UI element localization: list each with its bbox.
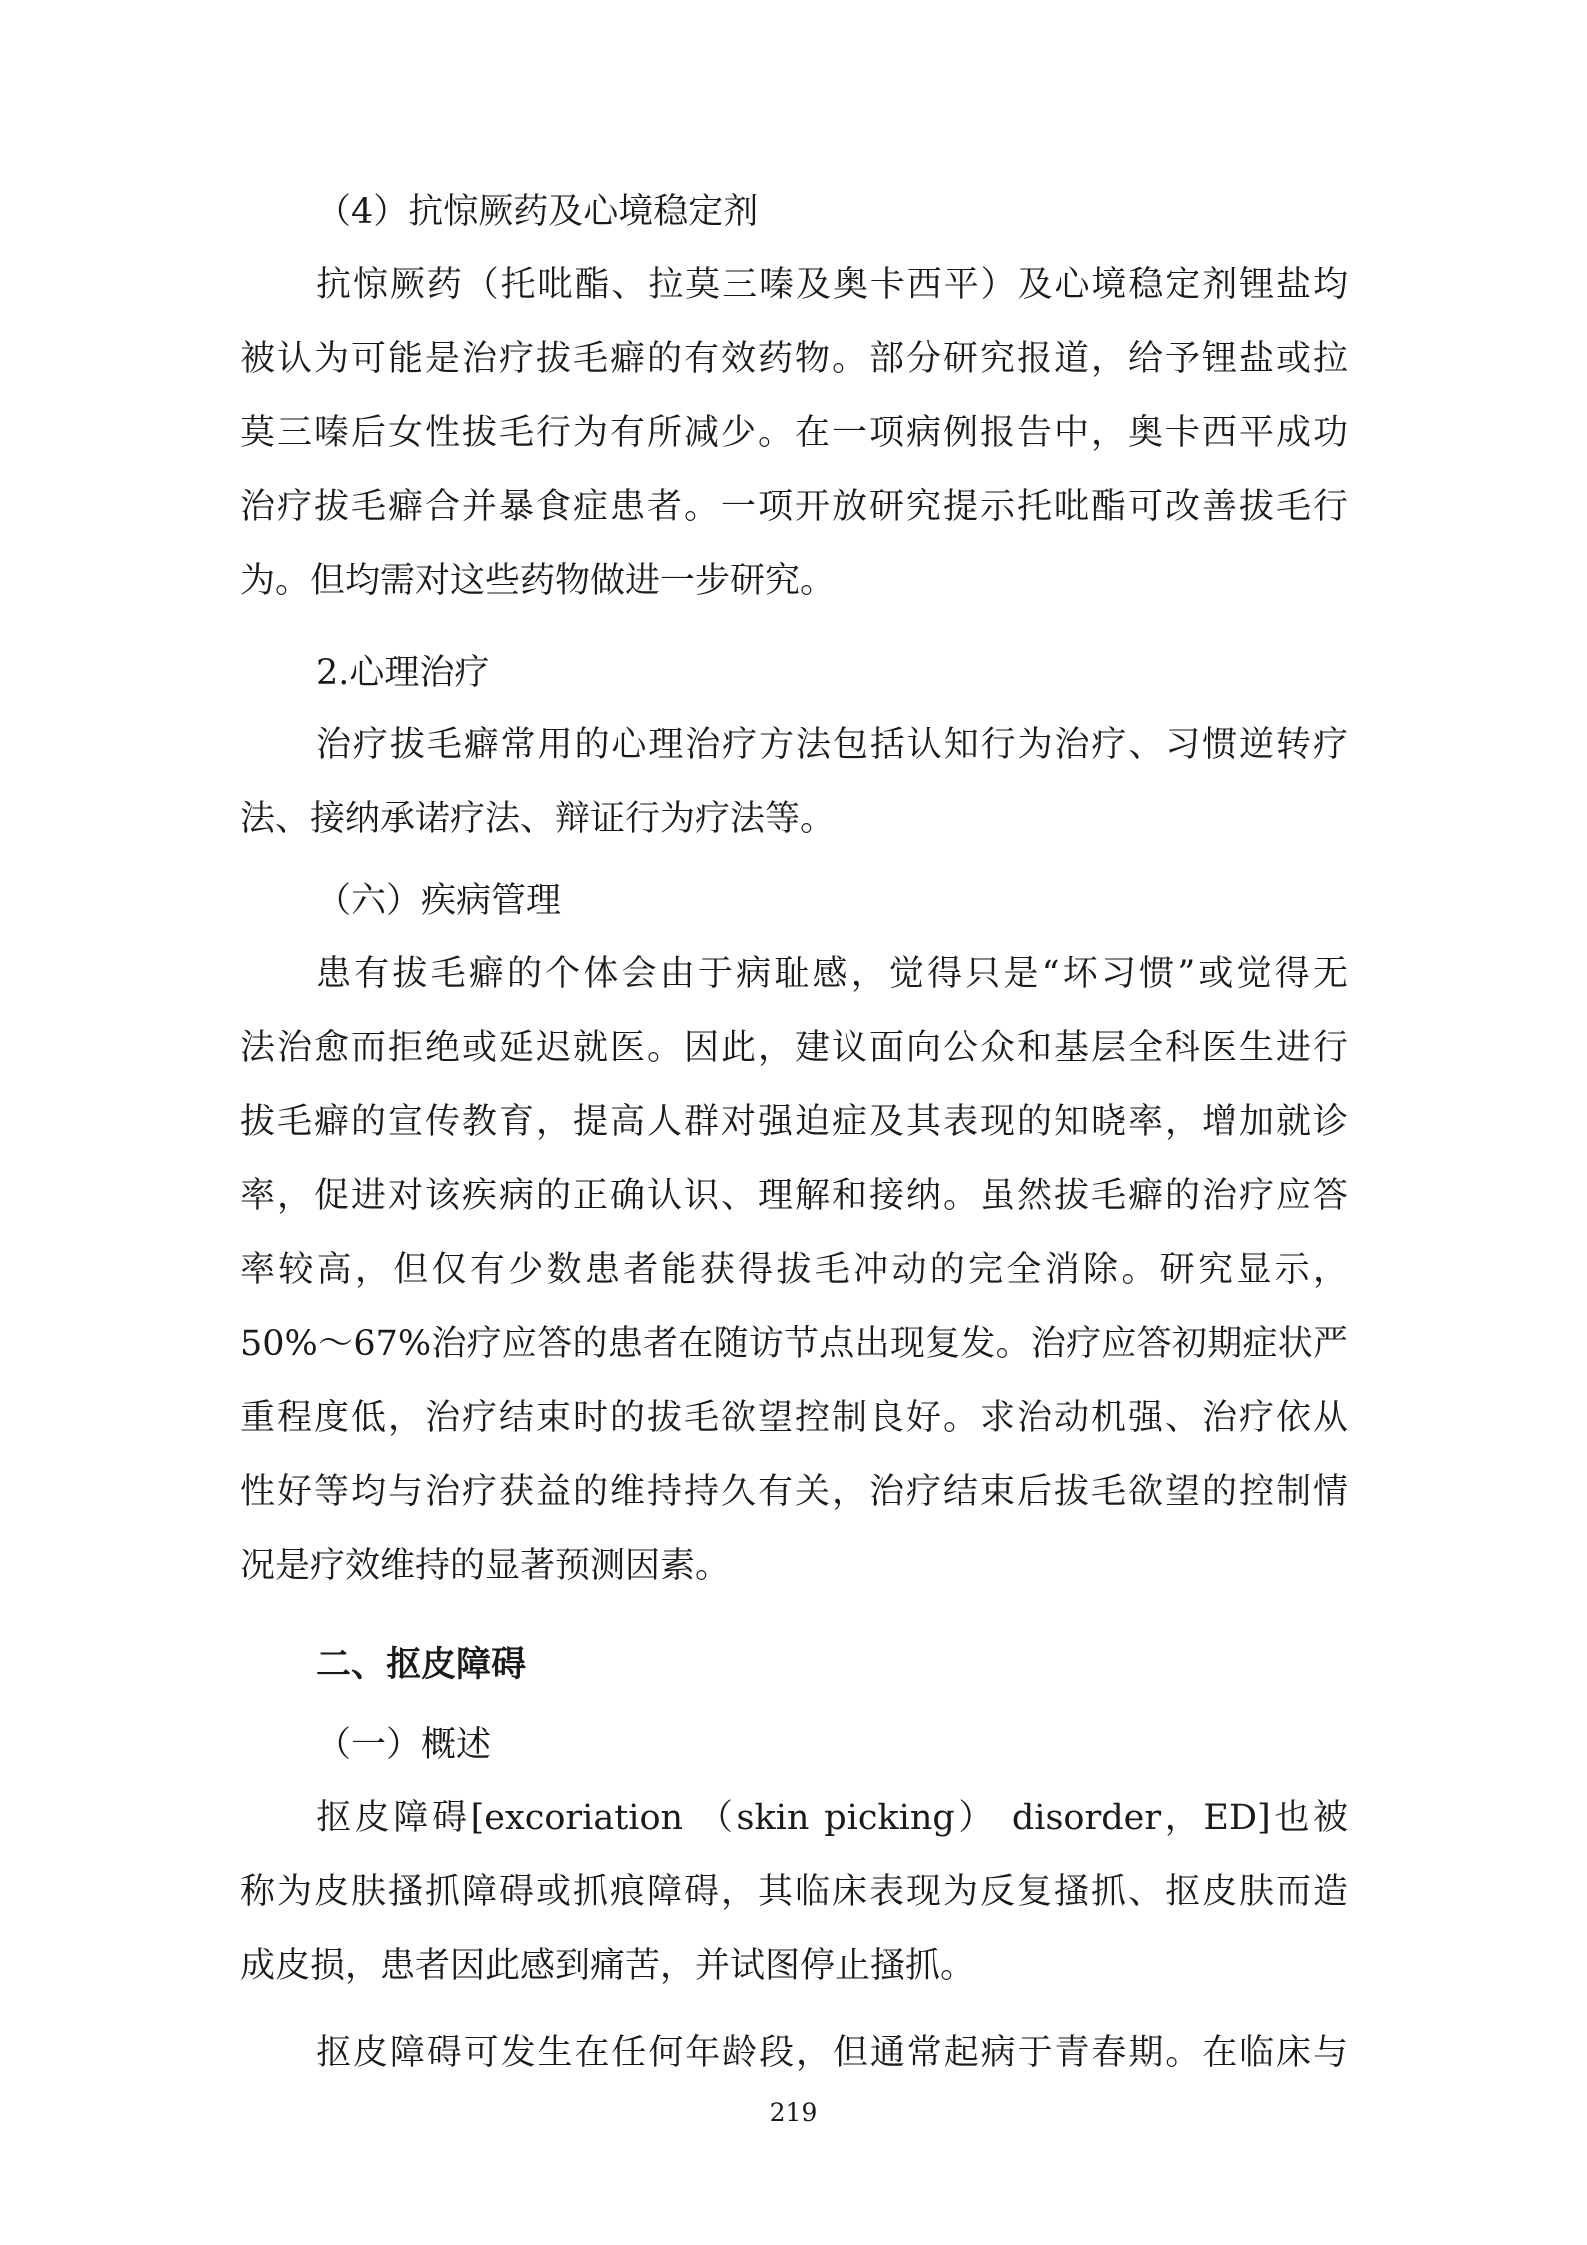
paragraph-line: 率较高，但仅有少数患者能获得拔毛冲动的完全消除。研究显示，: [240, 1250, 1348, 1290]
paragraph-line: 况是疗效维持的显著预测因素。: [240, 1546, 731, 1586]
paragraph-line: 成皮损，患者因此感到痛苦，并试图停止搔抓。: [240, 1946, 976, 1986]
paragraph-psychotherapy: [240, 723, 1348, 842]
paragraph-line: 患有拔毛癖的个体会由于病耻感，觉得只是“坏习惯”或觉得无: [316, 954, 1348, 994]
section-heading-psychotherapy: 2.心理治疗: [316, 653, 490, 693]
paragraph-line: 性好等均与治疗获益的维持持久有关，治疗结束后拔毛欲望的控制情: [240, 1472, 1348, 1512]
paragraph-excoriation-definition: [240, 1796, 1348, 1989]
page-number: 219: [769, 2098, 818, 2127]
paragraph-line: 抠皮障碍可发生在任何年龄段，但通常起病于青春期。在临床与: [316, 2033, 1348, 2073]
paragraph-line: 治疗拔毛癖合并暴食症患者。一项开放研究提示托吡酯可改善拔毛行: [240, 487, 1348, 527]
paragraph-line: 拔毛癖的宣传教育，提高人群对强迫症及其表现的知晓率，增加就诊: [240, 1102, 1348, 1142]
paragraph-line: 为。但均需对这些药物做进一步研究。: [240, 561, 836, 601]
paragraph-anticonvulsant: [240, 263, 1348, 604]
paragraph-line: 莫三嗪后女性拔毛行为有所减少。在一项病例报告中，奥卡西平成功: [240, 413, 1348, 453]
paragraph-line: 法、接纳承诺疗法、辩证行为疗法等。: [240, 799, 836, 839]
paragraph-management: [240, 952, 1348, 1589]
section-heading-anticonvulsant: （4）抗惊厥药及心境稳定剂: [316, 192, 759, 232]
paragraph-line: 被认为可能是治疗拔毛癖的有效药物。部分研究报道，给予锂盐或拉: [240, 339, 1348, 379]
paragraph-line: 抗惊厥药（托吡酯、拉莫三嗪及奥卡西平）及心境稳定剂锂盐均: [316, 265, 1348, 305]
paragraph-line: 称为皮肤搔抓障碍或抓痕障碍，其临床表现为反复搔抓、抠皮肤而造: [240, 1872, 1348, 1912]
section-subheading-overview: （一）概述: [316, 1725, 492, 1765]
chapter-heading-excoriation: 二、抠皮障碍: [316, 1645, 527, 1685]
paragraph-line: 抠皮障碍[excoriation （skin picking） disorder，ED]也被: [316, 1798, 1348, 1838]
paragraph-line: 法治愈而拒绝或延迟就医。因此，建议面向公众和基层全科医生进行: [240, 1028, 1348, 1068]
paragraph-line: 50%～67%治疗应答的患者在随访节点出现复发。治疗应答初期症状严: [240, 1324, 1348, 1364]
paragraph-line: 治疗拔毛癖常用的心理治疗方法包括认知行为治疗、习惯逆转疗: [316, 725, 1348, 765]
paragraph-excoriation-onset: [240, 2031, 1348, 2076]
paragraph-line: 重程度低，治疗结束时的拔毛欲望控制良好。求治动机强、治疗依从: [240, 1398, 1348, 1438]
section-heading-management: （六）疾病管理: [316, 881, 562, 921]
paragraph-line: 率，促进对该疾病的正确认识、理解和接纳。虽然拔毛癖的治疗应答: [240, 1176, 1348, 1216]
